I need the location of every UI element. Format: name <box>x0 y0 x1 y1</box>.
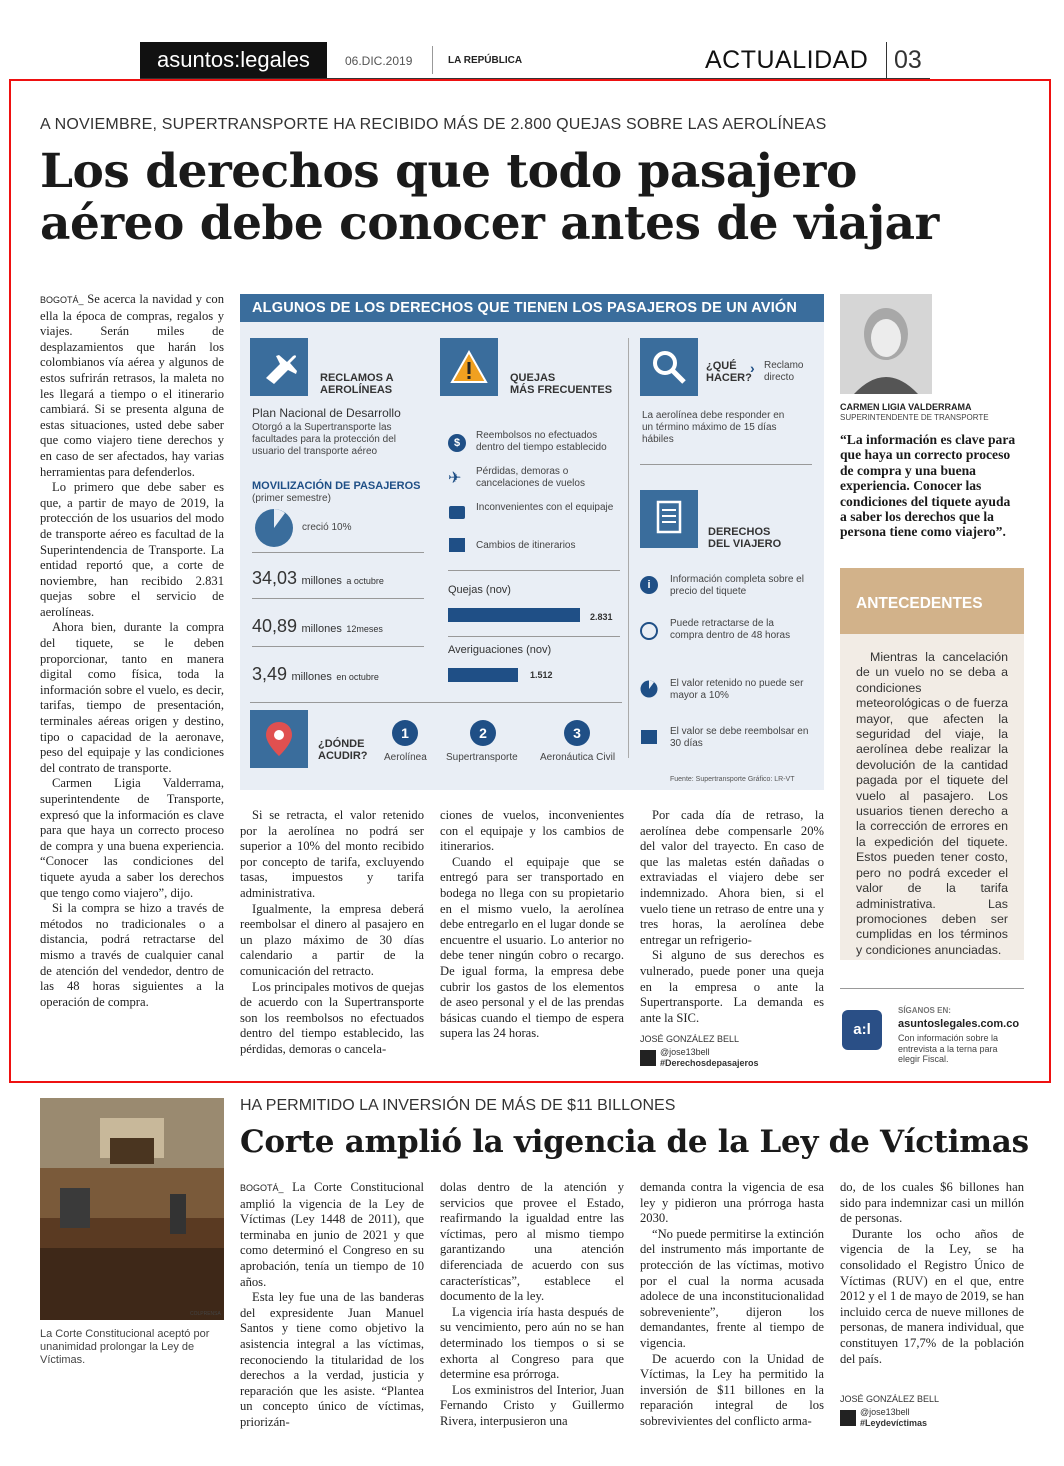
stat-row <box>252 664 379 685</box>
dollar-icon: $ <box>448 434 466 452</box>
paragraph: dolas dentro de la atención y servicios que provee el Estado, reafirmando la igualdad entre las víctimas, pero al mismo tiempo garantizando una atención diferenciada de acuerdo con sus características”, establece el documento de la ley. <box>440 1180 624 1304</box>
quejas-label: Quejas (nov) <box>448 584 511 596</box>
plane-small-icon: ✈ <box>448 470 462 487</box>
option-label: Aeronáutica Civil <box>540 752 616 763</box>
derechos-title-line2: DEL VIAJERO <box>708 538 782 550</box>
paragraph: Ahora bien, durante la compra del tiquete, se le deben proporcionar, tanto en manera digital como física, toda la información sobre el vuelo, es decir, tarifas, tiempo de presentación, terminales aéreas origen y destino, tipo o capacidad de la aeronave, peso del equipaje y las condiciones del contrato de transporte. <box>40 620 224 775</box>
option-label: Aerolínea <box>384 752 427 763</box>
byline <box>840 1394 1024 1429</box>
luggage-icon <box>449 506 465 519</box>
page-number: 03 <box>894 46 922 74</box>
paragraph: Si alguno de sus derechos es vulnerado, puede poner una queja en la empresa o ante la Supertransporte. La demanda es ante la SIC. <box>640 948 824 1025</box>
airplane-icon <box>250 338 308 396</box>
antecedentes-box <box>840 568 1024 960</box>
divider <box>432 46 433 74</box>
option-label: Supertransporte <box>446 752 518 763</box>
stat-value: 40,89 <box>252 616 298 636</box>
divider <box>640 464 812 465</box>
author-logo-icon <box>640 1050 656 1066</box>
quejas-title-line1: QUEJAS <box>510 372 556 384</box>
quejas-value: 2.831 <box>590 612 613 622</box>
growth-label: creció 10% <box>302 522 352 533</box>
stat-note: a octubre <box>346 576 384 586</box>
paragraph: do, de los cuales $6 billones han sido para indemnizar casi un millón de personas. <box>840 1180 1024 1226</box>
paragraph: Lo primero que debe saber es que, a partir de mayo de 2019, la protección de los usuarios del modo de transporte aéreo es facultad de la Superintendencia de Transporte. La entidad reportó que, a corte de noviembre, han recibido 2.831 quejas sobre el servicio de aerolíneas. <box>40 480 224 619</box>
derecho-item: El valor retenido no puede ser mayor a 10% <box>670 678 804 701</box>
paragraph: Por cada día de retraso, la aerolínea debe compensarle 20% del valor del trayecto. En caso de que las maletas estén dañadas o extraviadas el viajero debe ser indemnizado. Ahora bien, si el vuelo tiene un retraso de entre una y tres horas, la aerolínea debe entregar un refrigerio- <box>640 808 824 947</box>
movilizacion-title: MOVILIZACIÓN DE PASAJEROS <box>252 480 421 492</box>
derecho-item: Puede retractarse de la compra dentro de 48 horas <box>670 618 791 641</box>
que-hacer-text: La aerolínea debe responder en un término máximo de 15 días hábiles <box>642 410 785 445</box>
divider <box>252 598 424 599</box>
masthead <box>140 42 930 78</box>
plan-title: Plan Nacional de Desarrollo <box>252 406 401 420</box>
article-kicker: A NOVIEMBRE, SUPERTRANSPORTE HA RECIBIDO MÁS DE 2.800 QUEJAS SOBRE LAS AEROLÍNEAS <box>40 116 827 133</box>
growth-pie-icon <box>254 508 294 548</box>
dateline: BOGOTÁ_ <box>40 295 84 305</box>
article-column-3 <box>640 1180 824 1430</box>
stat-unit: millones <box>301 575 342 587</box>
paragraph: Igualmente, la empresa deberá reembolsar el dinero al pasajero en un plazo máximo de 30 días calendario a partir de la comunicación del retracto. <box>240 901 424 978</box>
warning-icon <box>440 338 498 396</box>
quejas-bar <box>448 608 580 622</box>
section-name: ACTUALIDAD <box>705 46 869 74</box>
que-hacer-step1: Reclamo <box>764 360 804 371</box>
antecedentes-title: ANTECEDENTES <box>840 568 1024 634</box>
paragraph: Se acerca la navidad y con ella la época de compras, regalos y viajes. Serán miles de desplazamientos que harán los colombianos vía aérea y algunos de estos sufrirán retrasos, la maleta no les llegará a tiempo o el itinerario cambiará. Si se presenta alguna de estas situaciones, usted debe saber que como viajero tiene derechos y en caso de ser afectados, hay varias herramientas para defenderlos. <box>40 292 224 479</box>
queja-item: Cambios de itinerarios <box>476 540 576 551</box>
option-number: 2 <box>470 720 496 746</box>
que-hacer-title <box>706 360 752 384</box>
byline-handle[interactable]: @jose13bell <box>660 1047 710 1057</box>
averiguaciones-bar <box>448 668 518 682</box>
queja-item: Pérdidas, demoras o cancelaciones de vuelos <box>476 466 585 489</box>
stat-row <box>252 616 383 637</box>
paragraph: Carmen Ligia Valderrama, superintendente de Transporte, expresó que la información es clave para que haya un correcto proceso de compra y una buena experiencia. “Conocer las condiciones del tiquete ayuda a saber los derechos que tengo como viajero”, dijo. <box>40 776 224 900</box>
averiguaciones-label: Averiguaciones (nov) <box>448 644 552 656</box>
issue-date: 06.DIC.2019 <box>345 54 413 68</box>
article-column-1 <box>40 292 224 1010</box>
paragraph: Si se retracta, el valor retenido por la aerolínea no podrá ser superior a 10% del monto recibido por concepto de tarifa, excluyendo tasas, impuestos y tarifa administrativa. <box>240 808 424 900</box>
stat-value: 3,49 <box>252 664 288 684</box>
infographic-source: Fuente: Supertransporte Gráfico: LR-VT <box>670 776 795 783</box>
quote-title: SUPERINTENDENTE DE TRANSPORTE <box>840 413 989 422</box>
byline-hashtag[interactable]: #Leydevíctimas <box>860 1418 928 1428</box>
photo-caption: La Corte Constitucional aceptó por unanimidad prolongar la Ley de Víctimas. <box>40 1328 210 1366</box>
article-column-2 <box>240 808 424 1058</box>
magnifier-icon <box>640 338 698 396</box>
stat-row <box>252 568 384 589</box>
movilizacion-subtitle: (primer semestre) <box>252 493 331 504</box>
que-hacer-title-line1: ¿QUÉ <box>706 360 737 372</box>
stat-value: 34,03 <box>252 568 298 588</box>
stat-note: en octubre <box>336 672 379 682</box>
pull-quote: “La información es clave para que haya un correcto proceso de compra y una buena experiencia. Conocer las condiciones del tiquete ayuda a saber los derechos que la persona tiene como viajero”. <box>840 432 1016 540</box>
donde-title <box>318 738 368 762</box>
option-number: 1 <box>392 720 418 746</box>
option-number: 3 <box>564 720 590 746</box>
reclamos-title-line2: AEROLÍNEAS <box>320 384 393 396</box>
paragraph: ciones de vuelos, inconvenientes con el equipaje y los cambios de itinerarios. <box>440 808 624 854</box>
paragraph: La Corte Constitucional amplió la vigencia de la Ley de Víctimas (Ley 1448 de 2011), que terminaba en junio de 2021 y que como determinó el Congreso en su aprobación, tenía un tiempo de 10 años. <box>240 1180 424 1289</box>
paragraph: demanda contra la vigencia de esa ley y pidieron una prórroga hasta 2030. <box>640 1180 824 1226</box>
que-hacer-step2: directo <box>764 372 795 383</box>
donde-title-line1: ¿DÓNDE <box>318 738 365 750</box>
queja-item: Inconvenientes con el equipaje <box>476 502 614 513</box>
paragraph: Si la compra se hizo a través de métodos no tradicionales o a distancia, podrá retractarse del mismo a través de cualquier canal de atención del vendedor, dentro de las 48 horas siguientes a la operación de compra. <box>40 901 224 1009</box>
derechos-title <box>708 526 781 550</box>
photo-credit: COLPRENSA <box>190 1311 221 1317</box>
que-hacer-step <box>764 360 803 384</box>
article-column-3 <box>440 808 624 1042</box>
stat-unit: millones <box>301 623 342 635</box>
newspaper-name: LA REPÚBLICA <box>448 55 523 66</box>
byline-handle[interactable]: @jose13bell <box>860 1407 910 1417</box>
paragraph: Durante los ocho años de vigencia de la Ley, se ha consolidado el Registro Único de Víctimas (RUV) en el que, entre 2012 y el 1 de mayo de 2019, se han incluido cerca de nueve millones de personas, de manera individual, que constituyen 17,7% de la población del país. <box>840 1226 1024 1366</box>
paragraph: “No puede permitirse la extinción del instrumento más importante de protección de las víctimas, motivo por el cual la norma acusada adolece de una inconstitucionalidad sobreveniente”, dijeron los demandantes, frente al tiempo de vigencia. <box>640 1226 824 1350</box>
court-photo <box>40 1098 224 1320</box>
derechos-title-line1: DERECHOS <box>708 526 771 538</box>
paragraph: Los exministros del Interior, Juan Fernando Cristo y Guillermo Rivera, interpusieron una <box>440 1382 624 1428</box>
byline <box>640 1034 824 1069</box>
siguenos-text: Con información sobre la entrevista a la terna para elegir Fiscal. <box>898 1033 999 1064</box>
paragraph: Esta ley fue una de las banderas del expresidente Juan Manuel Santos y tiene como objetivo la asistencia integral a las víctimas, reconociendo la titularidad de los derechos a la verdad, justicia y reparación que les asiste. “Plantea un concepto único de víctimas, priorizán- <box>240 1290 424 1429</box>
plan-text: Otorgó a la Supertransporte las facultades para la protección del usuario del transporte aéreo <box>252 422 396 457</box>
reclamos-title-line1: RECLAMOS A <box>320 372 394 384</box>
divider <box>886 42 887 78</box>
article-kicker: HA PERMITIDO LA INVERSIÓN DE MÁS DE $11 BILLONES <box>240 1097 676 1114</box>
calendar-icon <box>449 538 465 552</box>
stat-unit: millones <box>291 671 332 683</box>
averiguaciones-value: 1.512 <box>530 670 553 680</box>
derecho-item: Información completa sobre el precio del tiquete <box>670 574 804 597</box>
antecedentes-text: Mientras la cancelación de un vuelo no se deba a condiciones meteorológicas o de fuerza mayor, que afecten la seguridad del viaje, la aerolínea debe realizar la devolución de la cantidad pagada por el tiquete del vuelo al pasajero. Los usuarios tienen derecho a la corrección de errores en la expedición del tiquete. Estos pueden tener costo, pero no podrá exceder el valor de la tarifa administrativa. Las promociones deben ser cumplidas en los términos y condiciones anunciadas. <box>856 650 1008 957</box>
donde-title-line2: ACUDIR? <box>318 750 368 762</box>
chevron-right-icon: › <box>750 360 755 376</box>
paragraph: La vigencia iría hasta después de su vencimiento, pero aún no se han determinado los tiempos o si se exhorta al Congreso para que determine esa prórroga. <box>440 1304 624 1382</box>
divider <box>840 988 1024 989</box>
location-pin-icon <box>250 710 308 768</box>
infographic <box>240 294 824 790</box>
percentage-pie-icon <box>640 680 658 698</box>
stat-note: 12meses <box>346 624 383 634</box>
reclamos-title <box>320 372 394 396</box>
quejas-title <box>510 372 612 396</box>
paragraph: Los principales motivos de quejas de acuerdo con la Supertransporte son los reembolsos no efectuados dentro del tiempo establecido, las pérdidas, demoras o cancela- <box>240 979 424 1056</box>
divider <box>252 646 424 647</box>
byline-author: JOSÉ GONZÁLEZ BELL <box>840 1394 940 1404</box>
divider <box>252 552 424 553</box>
siguenos-label: SÍGANOS EN: <box>898 1006 951 1015</box>
byline-author: JOSÉ GONZÁLEZ BELL <box>640 1034 740 1044</box>
quejas-title-line2: MÁS FRECUENTES <box>510 384 613 396</box>
derecho-item: El valor se debe reembolsar en 30 días <box>670 726 809 749</box>
article-column-1 <box>240 1180 424 1431</box>
infographic-title: ALGUNOS DE LOS DERECHOS QUE TIENEN LOS PASAJEROS DE UN AVIÓN <box>240 294 824 322</box>
article-column-4 <box>640 808 824 1026</box>
info-icon: i <box>640 576 658 594</box>
calendar-icon <box>641 730 657 744</box>
queja-item: Reembolsos no efectuados dentro del tiempo establecido <box>476 430 607 453</box>
article-column-4 <box>840 1180 1024 1367</box>
clock-icon <box>640 622 658 640</box>
document-icon <box>640 490 698 548</box>
article-headline: Corte amplió la vigencia de la Ley de Víctimas <box>240 1124 1029 1160</box>
dateline: BOGOTÁ_ <box>240 1183 284 1193</box>
author-logo-icon <box>840 1410 856 1426</box>
site-logo[interactable]: a:l <box>842 1010 882 1050</box>
byline-hashtag[interactable]: #Derechosdepasajeros <box>660 1058 759 1068</box>
divider <box>448 636 620 637</box>
divider <box>628 338 629 758</box>
quote-name: CARMEN LIGIA VALDERRAMA <box>840 402 972 412</box>
portrait-photo <box>840 294 932 394</box>
brand-logo: asuntos:legales <box>140 42 327 78</box>
que-hacer-title-line2: HACER? <box>706 372 752 384</box>
article-column-2 <box>440 1180 624 1430</box>
site-link[interactable]: asuntoslegales.com.co <box>898 1018 1020 1030</box>
paragraph: De acuerdo con la Unidad de Víctimas, la Ley ha permitido la inversión de $11 billones en la reparación integral de los sobrevivientes del conflicto arma- <box>640 1351 824 1428</box>
article-headline: Los derechos que todo pasajero aéreo debe conocer antes de viajar <box>40 144 939 251</box>
paragraph: Cuando el equipaje que se entregó para ser transportado en bodega no llega con su propietario en el mismo vuelo, la aerolínea debe entregarlo en el lugar donde se encuentre el usuario. Lo anterior no debe tener ningún cobro o recargo. De igual forma, la empresa debe cubrir los gastos de los elementos de aseo personal y el de las prendas básicas cuando el tiempo de espera supera las 24 horas. <box>440 854 624 1041</box>
divider <box>250 702 622 703</box>
divider <box>448 570 620 571</box>
